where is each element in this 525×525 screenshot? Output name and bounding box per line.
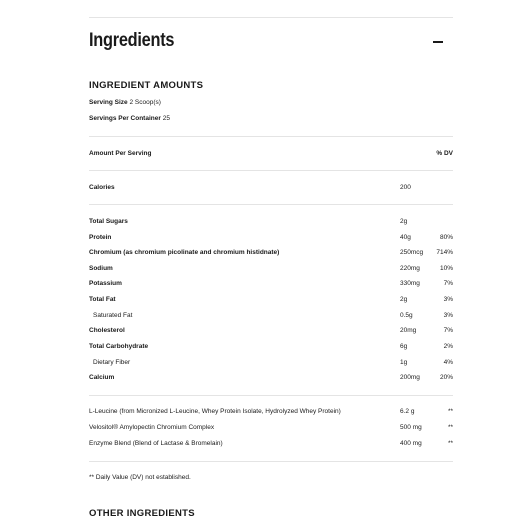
serving-size	[89, 99, 161, 106]
blend-row-label: Enzyme Blend (Blend of Lactase & Bromelain)	[89, 440, 223, 447]
servings-per-container-value: 25	[162, 115, 170, 122]
nutrient-row-label: Sodium	[89, 265, 113, 272]
nutrient-row-amount: 2g	[400, 296, 408, 303]
nutrient-row-amount: 2g	[400, 218, 408, 225]
nutrient-row-label: Saturated Fat	[93, 312, 133, 319]
nutrient-row-amount: 1g	[400, 359, 408, 366]
nutrient-row-label: Total Fat	[89, 296, 116, 303]
divider	[89, 170, 453, 171]
nutrient-row-amount: 20mg	[400, 327, 417, 334]
nutrient-row-label: Protein	[89, 234, 112, 241]
nutrient-row-dv: 2%	[443, 343, 453, 350]
nutrient-row-amount: 330mg	[400, 280, 420, 287]
blend-row-amount: 400 mg	[400, 440, 422, 447]
nutrient-row-amount: 40g	[400, 234, 411, 241]
nutrient-row-amount: 250mcg	[400, 249, 424, 256]
calories-value: 200	[400, 184, 411, 191]
nutrient-row-dv: 7%	[443, 327, 453, 334]
blend-row-dv: **	[447, 424, 453, 431]
nutrient-row-amount: 220mg	[400, 265, 420, 272]
top-divider	[89, 17, 453, 18]
servings-per-container	[89, 115, 170, 122]
nutrient-row-dv: 714%	[436, 249, 453, 256]
nutrient-row-label: Total Sugars	[89, 218, 128, 225]
nutrient-row-label: Chromium (as chromium picolinate and chromium histidnate)	[89, 249, 280, 256]
nutrient-row-label: Potassium	[89, 280, 122, 287]
nutrient-row-label: Calcium	[89, 374, 115, 381]
divider	[89, 204, 453, 205]
serving-size-label: Serving Size	[89, 99, 128, 106]
blend-row-dv: **	[447, 408, 453, 415]
nutrient-row-dv: 80%	[439, 234, 453, 241]
serving-size-value: 2 Scoop(s)	[129, 99, 161, 106]
nutrient-row-dv: 4%	[443, 359, 453, 366]
blend-row-amount: 6.2 g	[400, 408, 415, 415]
nutrient-row-amount: 200mg	[400, 374, 420, 381]
section-title: Ingredients	[89, 30, 175, 51]
nutrient-row-amount: 0.5g	[400, 312, 413, 319]
ingredients-accordion-header[interactable]	[89, 30, 453, 54]
collapse-minus-icon[interactable]	[433, 41, 443, 43]
divider	[89, 136, 453, 137]
divider	[89, 395, 453, 396]
nutrient-row-dv: 3%	[443, 296, 453, 303]
dv-footnote: ** Daily Value (DV) not established.	[89, 474, 191, 481]
blend-row-dv: **	[447, 440, 453, 447]
servings-per-container-label: Servings Per Container	[89, 115, 161, 122]
nutrient-row-amount: 6g	[400, 343, 408, 350]
nutrient-row-label: Total Carbohydrate	[89, 343, 149, 350]
blend-row-label: Velositol® Amylopectin Chromium Complex	[89, 424, 215, 431]
nutrient-row-dv: 10%	[439, 265, 453, 272]
nutrient-row-dv: 3%	[443, 312, 453, 319]
calories-label: Calories	[89, 184, 115, 191]
ingredient-amounts-heading: INGREDIENT AMOUNTS	[89, 80, 204, 91]
other-ingredients-heading: OTHER INGREDIENTS	[89, 508, 195, 519]
nutrient-row-label: Cholesterol	[89, 327, 125, 334]
dv-header: % DV	[436, 150, 453, 157]
nutrient-row-dv: 20%	[439, 374, 453, 381]
nutrient-row-dv: 7%	[443, 280, 453, 287]
divider	[89, 461, 453, 462]
blend-row-label: L-Leucine (from Micronized L-Leucine, Whey Protein Isolate, Hydrolyzed Whey Protein)	[89, 408, 341, 415]
amount-per-serving-header: Amount Per Serving	[89, 150, 152, 157]
blend-row-amount: 500 mg	[400, 424, 422, 431]
nutrient-row-label: Dietary Fiber	[93, 359, 131, 366]
